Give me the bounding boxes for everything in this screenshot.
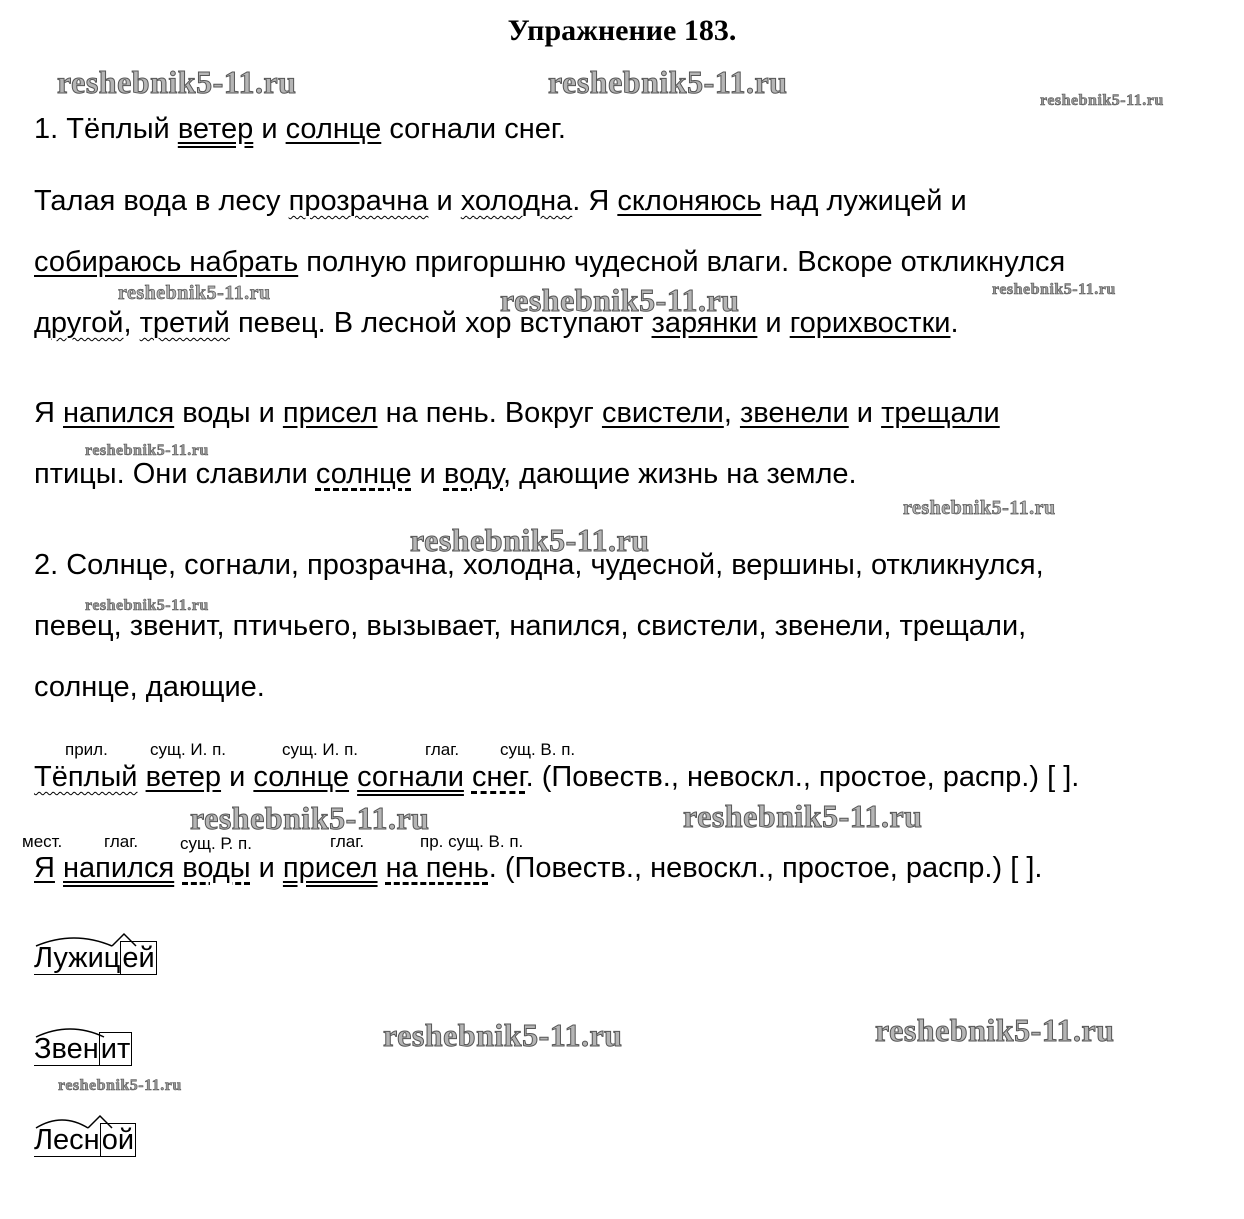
pos-label: глаг.	[104, 832, 139, 851]
watermark: reshebnik5-11.ru	[190, 800, 430, 836]
watermark: reshebnik5-11.ru	[410, 522, 650, 558]
watermark: reshebnik5-11.ru	[58, 1077, 182, 1094]
text-line: Я напился воды и присел на пень. Вокруг свистели, звенели и трещали	[34, 397, 1000, 429]
text-line: другой, третий певец. В лесной хор вступают зарянки и горихвостки.	[34, 307, 959, 339]
pos-label: сущ. Р. п.	[180, 834, 252, 853]
morpheme-word: Звенит	[34, 1033, 131, 1065]
pos-label: прил.	[65, 740, 108, 759]
pos-label: сущ. И. п.	[150, 740, 227, 759]
watermark: reshebnik5-11.ru	[118, 282, 271, 304]
text-line: солнце, дающие.	[34, 671, 265, 703]
text-line: птицы. Они славили солнце и воду, дающие жизнь на земле.	[34, 458, 857, 490]
watermark: reshebnik5-11.ru	[992, 281, 1116, 298]
pos-label: мест.	[22, 832, 63, 851]
watermark: reshebnik5-11.ru	[875, 1012, 1115, 1048]
watermark: reshebnik5-11.ru	[683, 798, 923, 834]
text-line: певец, звенит, птичьего, вызывает, напился, свистели, звенели, трещали,	[34, 610, 1027, 642]
watermark: reshebnik5-11.ru	[500, 282, 740, 318]
watermark: reshebnik5-11.ru	[383, 1017, 623, 1053]
root-arc	[34, 928, 184, 948]
watermark: reshebnik5-11.ru	[548, 64, 788, 100]
watermark: reshebnik5-11.ru	[903, 497, 1056, 519]
morpheme-word: Лесной	[34, 1124, 135, 1156]
root-arc	[34, 1110, 154, 1130]
text-line: Талая вода в лесу прозрачна и холодна. Я склоняюсь над лужицей и	[34, 185, 967, 217]
pos-label: пр. сущ. В. п.	[420, 832, 524, 851]
text-line: собираюсь набрать полную пригоршню чудесной влаги. Вскоре откликнулся	[34, 246, 1066, 278]
pos-label: глаг.	[425, 740, 460, 759]
sentence-analysis: Я напился воды и присел на пень. (Повеств., невоскл., простое, распр.) [ ].	[34, 852, 1043, 884]
watermark: reshebnik5-11.ru	[85, 597, 209, 614]
morpheme-word: Лужицей	[34, 942, 155, 974]
watermark: reshebnik5-11.ru	[85, 442, 209, 459]
sentence-analysis: Тёплый ветер и солнце согнали снег. (Повеств., невоскл., простое, распр.) [ ].	[34, 761, 1080, 793]
root-arc	[34, 1019, 144, 1039]
subject: ветер	[177, 113, 254, 145]
text-line: 1. Тёплый ветер и солнце согнали снег.	[34, 113, 566, 145]
pos-label: глаг.	[330, 832, 365, 851]
page-title: Упражнение 183.	[507, 14, 737, 47]
pos-label: сущ. И. п.	[282, 740, 359, 759]
watermark: reshebnik5-11.ru	[1040, 92, 1164, 109]
watermark: reshebnik5-11.ru	[57, 64, 297, 100]
text-line: 2. Солнце, согнали, прозрачна, холодна, чудесной, вершины, откликнулся,	[34, 549, 1044, 581]
subject: солнце	[285, 113, 382, 145]
pos-label: сущ. В. п.	[500, 740, 576, 759]
